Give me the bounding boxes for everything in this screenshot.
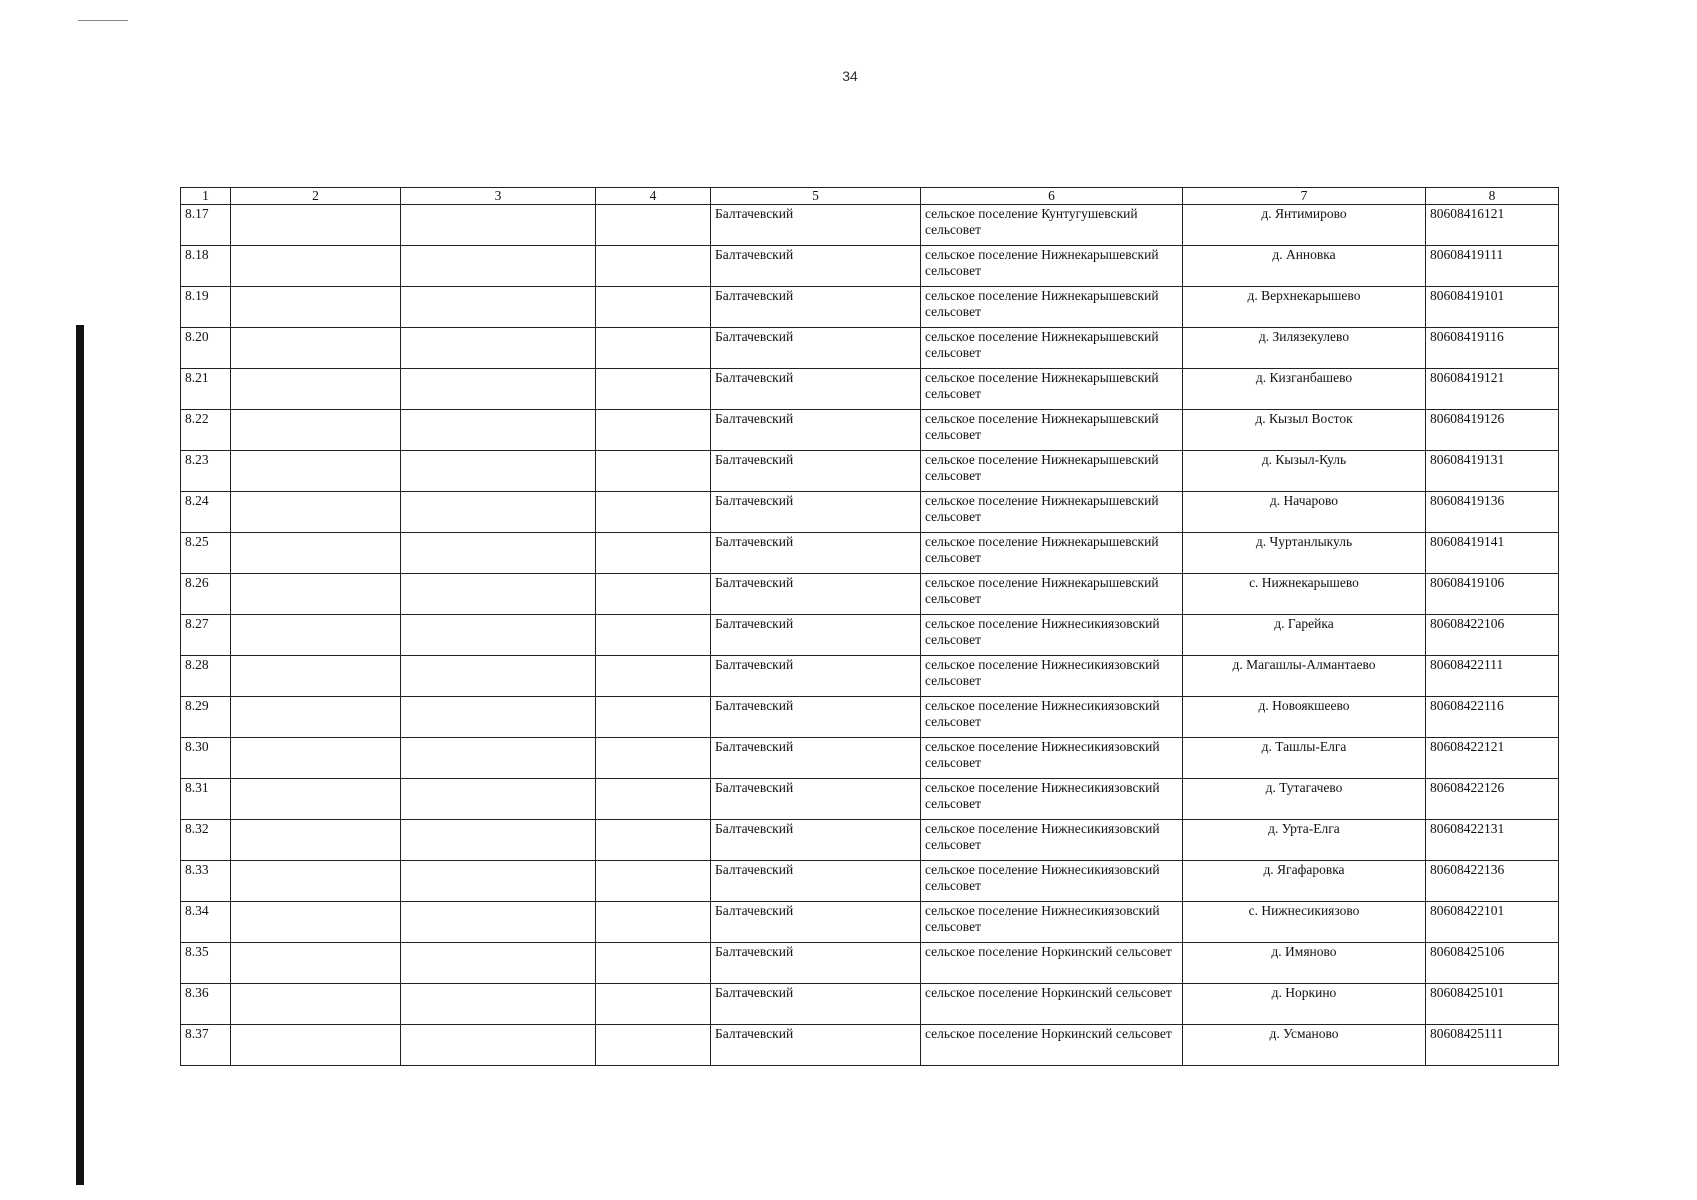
cell-col-3 — [401, 820, 596, 861]
cell-col-4 — [596, 451, 711, 492]
locality-cell: с. Нижнекарышево — [1183, 574, 1426, 615]
locality-cell: д. Кызыл-Куль — [1183, 451, 1426, 492]
oktmo-code-cell: 80608419126 — [1426, 410, 1559, 451]
locality-cell: д. Магашлы-Алмантаево — [1183, 656, 1426, 697]
oktmo-code-cell: 80608422136 — [1426, 861, 1559, 902]
settlements-table — [180, 187, 1559, 1066]
oktmo-code-cell: 80608419106 — [1426, 574, 1559, 615]
district-cell: Балтачевский — [711, 492, 921, 533]
row-number: 8.27 — [181, 615, 231, 656]
table-row — [181, 820, 1559, 861]
district-cell: Балтачевский — [711, 533, 921, 574]
cell-col-4 — [596, 861, 711, 902]
settlement-cell: сельское поселение Нижнекарышевский сельсовет — [921, 574, 1183, 615]
row-number: 8.28 — [181, 656, 231, 697]
oktmo-code-cell: 80608419131 — [1426, 451, 1559, 492]
settlement-cell: сельское поселение Нижнекарышевский сельсовет — [921, 287, 1183, 328]
row-number: 8.34 — [181, 902, 231, 943]
oktmo-code-cell: 80608419141 — [1426, 533, 1559, 574]
settlement-cell: сельское поселение Нижнесикиязовский сельсовет — [921, 697, 1183, 738]
cell-col-2 — [231, 656, 401, 697]
locality-cell: д. Новоякшеево — [1183, 697, 1426, 738]
cell-col-3 — [401, 328, 596, 369]
settlement-cell: сельское поселение Нижнесикиязовский сельсовет — [921, 615, 1183, 656]
cell-col-4 — [596, 738, 711, 779]
settlement-cell: сельское поселение Нижнесикиязовский сельсовет — [921, 656, 1183, 697]
table-row — [181, 697, 1559, 738]
oktmo-code-cell: 80608419116 — [1426, 328, 1559, 369]
table-row — [181, 574, 1559, 615]
settlement-cell: сельское поселение Норкинский сельсовет — [921, 943, 1183, 984]
locality-cell: с. Нижнесикиязово — [1183, 902, 1426, 943]
district-cell: Балтачевский — [711, 615, 921, 656]
oktmo-code-cell: 80608419101 — [1426, 287, 1559, 328]
oktmo-code-cell: 80608422101 — [1426, 902, 1559, 943]
cell-col-3 — [401, 861, 596, 902]
table-row — [181, 328, 1559, 369]
locality-cell: д. Норкино — [1183, 984, 1426, 1025]
locality-cell: д. Янтимирово — [1183, 205, 1426, 246]
locality-cell: д. Ягафаровка — [1183, 861, 1426, 902]
oktmo-code-cell: 80608422106 — [1426, 615, 1559, 656]
oktmo-code-cell: 80608425106 — [1426, 943, 1559, 984]
cell-col-2 — [231, 738, 401, 779]
settlement-cell: сельское поселение Норкинский сельсовет — [921, 1025, 1183, 1066]
scan-mark — [78, 20, 128, 21]
district-cell: Балтачевский — [711, 738, 921, 779]
oktmo-code-cell: 80608422111 — [1426, 656, 1559, 697]
oktmo-code-cell: 80608419121 — [1426, 369, 1559, 410]
district-cell: Балтачевский — [711, 410, 921, 451]
district-cell: Балтачевский — [711, 328, 921, 369]
table-row — [181, 615, 1559, 656]
table-row — [181, 779, 1559, 820]
row-number: 8.19 — [181, 287, 231, 328]
cell-col-4 — [596, 984, 711, 1025]
cell-col-2 — [231, 246, 401, 287]
cell-col-3 — [401, 984, 596, 1025]
row-number: 8.25 — [181, 533, 231, 574]
oktmo-code-cell: 80608425111 — [1426, 1025, 1559, 1066]
cell-col-2 — [231, 1025, 401, 1066]
locality-cell: д. Чуртанлыкуль — [1183, 533, 1426, 574]
column-header-3: 3 — [401, 188, 596, 205]
row-number: 8.32 — [181, 820, 231, 861]
table-row — [181, 492, 1559, 533]
cell-col-4 — [596, 492, 711, 533]
locality-cell: д. Имяново — [1183, 943, 1426, 984]
column-header-4: 4 — [596, 188, 711, 205]
cell-col-3 — [401, 205, 596, 246]
district-cell: Балтачевский — [711, 246, 921, 287]
locality-cell: д. Усманово — [1183, 1025, 1426, 1066]
district-cell: Балтачевский — [711, 861, 921, 902]
binding-edge-shadow — [76, 325, 84, 1185]
row-number: 8.18 — [181, 246, 231, 287]
table-row — [181, 369, 1559, 410]
oktmo-code-cell: 80608422131 — [1426, 820, 1559, 861]
header-row — [181, 188, 1559, 205]
cell-col-3 — [401, 779, 596, 820]
cell-col-2 — [231, 779, 401, 820]
row-number: 8.36 — [181, 984, 231, 1025]
cell-col-4 — [596, 615, 711, 656]
cell-col-4 — [596, 287, 711, 328]
table-row — [181, 943, 1559, 984]
cell-col-3 — [401, 615, 596, 656]
oktmo-code-cell: 80608419111 — [1426, 246, 1559, 287]
row-number: 8.37 — [181, 1025, 231, 1066]
settlement-cell: сельское поселение Нижнекарышевский сельсовет — [921, 328, 1183, 369]
row-number: 8.21 — [181, 369, 231, 410]
oktmo-code-cell: 80608422116 — [1426, 697, 1559, 738]
oktmo-code-cell: 80608425101 — [1426, 984, 1559, 1025]
cell-col-2 — [231, 492, 401, 533]
row-number: 8.22 — [181, 410, 231, 451]
cell-col-3 — [401, 943, 596, 984]
oktmo-code-cell: 80608422126 — [1426, 779, 1559, 820]
locality-cell: д. Урта-Елга — [1183, 820, 1426, 861]
cell-col-3 — [401, 287, 596, 328]
row-number: 8.29 — [181, 697, 231, 738]
district-cell: Балтачевский — [711, 451, 921, 492]
locality-cell: д. Тутагачево — [1183, 779, 1426, 820]
table-row — [181, 205, 1559, 246]
settlement-cell: сельское поселение Нижнесикиязовский сельсовет — [921, 861, 1183, 902]
settlement-cell: сельское поселение Нижнекарышевский сельсовет — [921, 451, 1183, 492]
locality-cell: д. Анновка — [1183, 246, 1426, 287]
cell-col-4 — [596, 902, 711, 943]
cell-col-2 — [231, 984, 401, 1025]
column-header-6: 6 — [921, 188, 1183, 205]
table-row — [181, 861, 1559, 902]
district-cell: Балтачевский — [711, 820, 921, 861]
settlement-cell: сельское поселение Нижнесикиязовский сельсовет — [921, 738, 1183, 779]
settlement-cell: сельское поселение Нижнесикиязовский сельсовет — [921, 902, 1183, 943]
cell-col-4 — [596, 533, 711, 574]
cell-col-4 — [596, 656, 711, 697]
column-header-8: 8 — [1426, 188, 1559, 205]
cell-col-2 — [231, 697, 401, 738]
locality-cell: д. Кызыл Восток — [1183, 410, 1426, 451]
row-number: 8.30 — [181, 738, 231, 779]
table-row — [181, 984, 1559, 1025]
settlement-cell: сельское поселение Нижнекарышевский сельсовет — [921, 492, 1183, 533]
page-number: 34 — [842, 68, 858, 84]
cell-col-2 — [231, 820, 401, 861]
column-header-5: 5 — [711, 188, 921, 205]
settlement-cell: сельское поселение Нижнекарышевский сельсовет — [921, 369, 1183, 410]
oktmo-code-cell: 80608416121 — [1426, 205, 1559, 246]
district-cell: Балтачевский — [711, 943, 921, 984]
table-row — [181, 246, 1559, 287]
cell-col-2 — [231, 902, 401, 943]
table-row — [181, 451, 1559, 492]
column-header-2: 2 — [231, 188, 401, 205]
cell-col-4 — [596, 328, 711, 369]
settlement-cell: сельское поселение Нижнесикиязовский сельсовет — [921, 820, 1183, 861]
row-number: 8.35 — [181, 943, 231, 984]
cell-col-4 — [596, 574, 711, 615]
district-cell: Балтачевский — [711, 369, 921, 410]
locality-cell: д. Зилязекулево — [1183, 328, 1426, 369]
cell-col-3 — [401, 656, 596, 697]
district-cell: Балтачевский — [711, 656, 921, 697]
cell-col-2 — [231, 205, 401, 246]
cell-col-2 — [231, 369, 401, 410]
cell-col-3 — [401, 492, 596, 533]
cell-col-4 — [596, 410, 711, 451]
district-cell: Балтачевский — [711, 697, 921, 738]
cell-col-2 — [231, 615, 401, 656]
locality-cell: д. Кизганбашево — [1183, 369, 1426, 410]
cell-col-4 — [596, 1025, 711, 1066]
cell-col-3 — [401, 574, 596, 615]
cell-col-3 — [401, 697, 596, 738]
cell-col-3 — [401, 902, 596, 943]
cell-col-3 — [401, 1025, 596, 1066]
settlement-cell: сельское поселение Нижнекарышевский сельсовет — [921, 533, 1183, 574]
cell-col-3 — [401, 369, 596, 410]
settlement-cell: сельское поселение Нижнекарышевский сельсовет — [921, 410, 1183, 451]
locality-cell: д. Верхнекарышево — [1183, 287, 1426, 328]
district-cell: Балтачевский — [711, 779, 921, 820]
oktmo-code-cell: 80608419136 — [1426, 492, 1559, 533]
row-number: 8.23 — [181, 451, 231, 492]
district-cell: Балтачевский — [711, 205, 921, 246]
settlement-cell: сельское поселение Кунтугушевский сельсовет — [921, 205, 1183, 246]
cell-col-3 — [401, 533, 596, 574]
locality-cell: д. Ташлы-Елга — [1183, 738, 1426, 779]
locality-cell: д. Начарово — [1183, 492, 1426, 533]
table-row — [181, 738, 1559, 779]
cell-col-4 — [596, 779, 711, 820]
cell-col-4 — [596, 205, 711, 246]
table-body — [181, 205, 1559, 1066]
cell-col-2 — [231, 943, 401, 984]
table-row — [181, 656, 1559, 697]
row-number: 8.33 — [181, 861, 231, 902]
cell-col-2 — [231, 410, 401, 451]
cell-col-2 — [231, 574, 401, 615]
table-row — [181, 902, 1559, 943]
district-cell: Балтачевский — [711, 902, 921, 943]
district-cell: Балтачевский — [711, 1025, 921, 1066]
cell-col-4 — [596, 246, 711, 287]
locality-cell: д. Гарейка — [1183, 615, 1426, 656]
cell-col-4 — [596, 369, 711, 410]
cell-col-2 — [231, 287, 401, 328]
row-number: 8.26 — [181, 574, 231, 615]
district-cell: Балтачевский — [711, 287, 921, 328]
cell-col-4 — [596, 943, 711, 984]
row-number: 8.31 — [181, 779, 231, 820]
district-cell: Балтачевский — [711, 984, 921, 1025]
cell-col-2 — [231, 533, 401, 574]
cell-col-3 — [401, 410, 596, 451]
table-row — [181, 1025, 1559, 1066]
table-row — [181, 533, 1559, 574]
cell-col-3 — [401, 738, 596, 779]
table-row — [181, 410, 1559, 451]
cell-col-3 — [401, 451, 596, 492]
column-header-1: 1 — [181, 188, 231, 205]
settlement-cell: сельское поселение Нижнекарышевский сельсовет — [921, 246, 1183, 287]
cell-col-2 — [231, 451, 401, 492]
row-number: 8.24 — [181, 492, 231, 533]
row-number: 8.17 — [181, 205, 231, 246]
cell-col-2 — [231, 861, 401, 902]
table-row — [181, 287, 1559, 328]
row-number: 8.20 — [181, 328, 231, 369]
cell-col-4 — [596, 697, 711, 738]
settlement-cell: сельское поселение Норкинский сельсовет — [921, 984, 1183, 1025]
cell-col-3 — [401, 246, 596, 287]
district-cell: Балтачевский — [711, 574, 921, 615]
cell-col-4 — [596, 820, 711, 861]
settlement-cell: сельское поселение Нижнесикиязовский сельсовет — [921, 779, 1183, 820]
cell-col-2 — [231, 328, 401, 369]
oktmo-code-cell: 80608422121 — [1426, 738, 1559, 779]
column-header-7: 7 — [1183, 188, 1426, 205]
